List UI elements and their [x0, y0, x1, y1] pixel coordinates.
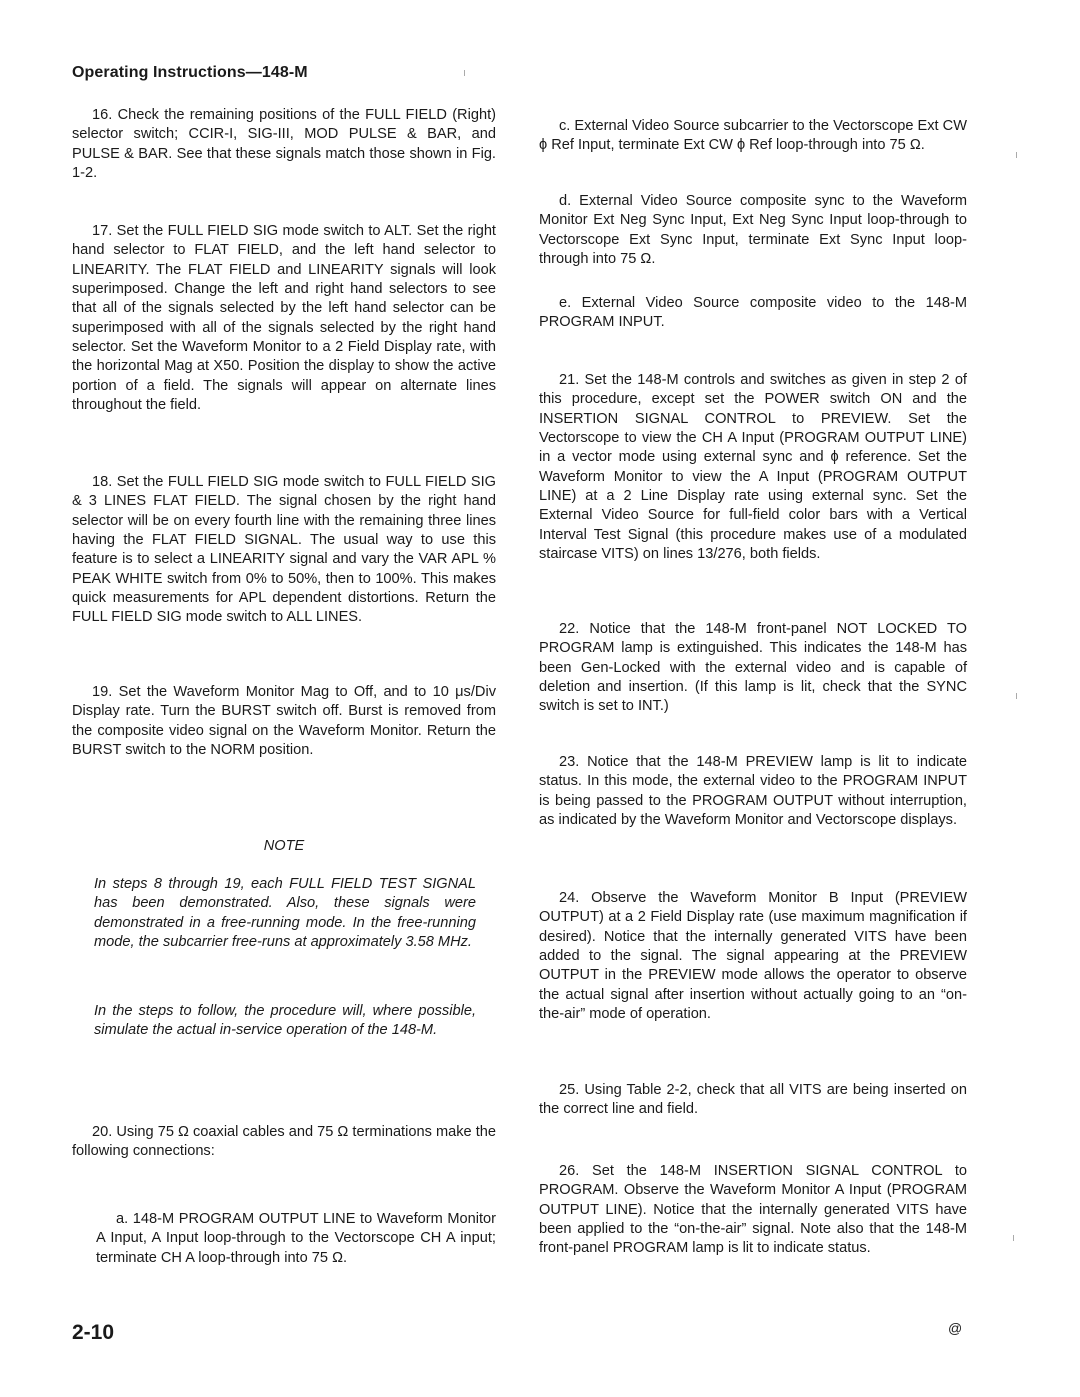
step-20c: c. External Video Source subcarrier to the Vectorscope Ext CW ϕ Ref Input, terminate Ext CW ϕ Ref loop-through into 75 Ω. [539, 118, 967, 154]
step-16: 16. Check the remaining positions of the FULL FIELD (Right) selector switch; CCIR-I, SIG-III, MOD PULSE & BAR, and PULSE & BAR. See that these signals match those shown in Fig. 1-2. [72, 107, 496, 182]
step-20e: e. External Video Source composite video to the 148-M PROGRAM INPUT. [539, 295, 967, 331]
note-paragraph-2: In the steps to follow, the procedure will, where possible, simulate the actual in-service operation of the 148-M. [94, 1003, 476, 1039]
step-19: 19. Set the Waveform Monitor Mag to Off, and to 10 μs/Div Display rate. Turn the BURST switch off. Burst is removed from the composite video signal on the Waveform Monitor. Return the BURST switch to the NORM position. [72, 684, 496, 759]
scan-artifact [1013, 1235, 1014, 1241]
scan-artifact [1016, 693, 1017, 699]
step-20d: d. External Video Source composite sync to the Waveform Monitor Ext Neg Sync Input, Ext Neg Sync Input loop-through to Vectorscope Ext Sync Input, terminate Ext Sync Input loop-through into 75 Ω. [539, 193, 967, 268]
page-header-title: Operating Instructions—148-M [72, 64, 308, 81]
step-20a: a. 148-M PROGRAM OUTPUT LINE to Waveform Monitor A Input, A Input loop-through to the Vectorscope CH A input; terminate CH A loop-through into 75 Ω. [96, 1211, 496, 1266]
scan-artifact [464, 70, 465, 76]
note-paragraph-1: In steps 8 through 19, each FULL FIELD TEST SIGNAL has been demonstrated. Also, these signals were demonstrated in a free-running mode. In the free-running mode, the subcarrier free-runs at approximately 3.58 MHz. [94, 876, 476, 951]
step-23: 23. Notice that the 148-M PREVIEW lamp is lit to indicate status. In this mode, the external video to the PROGRAM INPUT is being passed to the PROGRAM OUTPUT without interruption, as indicated by the Waveform Monitor and Vectorscope displays. [539, 754, 967, 829]
scan-artifact [1016, 152, 1017, 158]
step-18: 18. Set the FULL FIELD SIG mode switch to FULL FIELD SIG & 3 LINES FLAT FIELD. The signal chosen by the right hand selector will be on every fourth line with the remaining three lines having the FLAT FIELD SIGNAL. The usual way to use this feature is to select a LINEARITY signal and vary the VAR APL % PEAK WHITE switch from 0% to 50%, then to 100%. This makes quick measurements for APL dependent distortions. Return the FULL FIELD SIG mode switch to ALL LINES. [72, 474, 496, 626]
publisher-mark: @ [948, 1320, 963, 1336]
page-number: 2-10 [72, 1321, 115, 1344]
step-25: 25. Using Table 2-2, check that all VITS are being inserted on the correct line and field. [539, 1082, 967, 1118]
step-20: 20. Using 75 Ω coaxial cables and 75 Ω terminations make the following connections: [72, 1124, 496, 1160]
note-title: NOTE [263, 838, 305, 854]
step-22: 22. Notice that the 148-M front-panel NOT LOCKED TO PROGRAM lamp is extinguished. This indicates the 148-M has been Gen-Locked with the external video and is capable of deletion and insertion. (If this lamp is lit, check that the SYNC switch is set to INT.) [539, 621, 967, 715]
left-column [72, 0, 496, 1397]
step-21: 21. Set the 148-M controls and switches as given in step 2 of this procedure, except set the POWER switch ON and the INSERTION SIGNAL CONTROL to PREVIEW. Set the Vectorscope to view the CH A Input (PROGRAM OUTPUT LINE) in a vector mode using external sync and ϕ reference. Set the Waveform Monitor to view the A Input (PROGRAM OUTPUT LINE) at a 2 Line Display rate using external sync. Set the External Video Source for full-field color bars with a Vertical Interval Test Signal (this procedure makes use of a modulated staircase VITS) on lines 13/276, both fields. [539, 372, 967, 563]
right-column [539, 0, 967, 1397]
step-17: 17. Set the FULL FIELD SIG mode switch to ALT. Set the right hand selector to FLAT FIELD, and the left hand selector to LINEARITY. The FLAT FIELD and LINEARITY signals will look superimposed. Change the left and right hand selectors to see that all of the signals selected by the left hand selector can be superimposed with all of the signals selected by the right hand selector. Set the Waveform Monitor to a 2 Field Display rate, with the horizontal Mag at X50. Position the display to show the active portion of a field. The signals will appear on alternate lines throughout the field. [72, 223, 496, 414]
step-24: 24. Observe the Waveform Monitor B Input (PREVIEW OUTPUT) at a 2 Field Display rate (use maximum magnification if desired). Notice that the internally generated VITS have been added to the signal. The signal appearing at the PREVIEW OUTPUT in the PREVIEW mode allows the operator to observe the actual signal after insertion without actually going to an “on-the-air” mode of operation. [539, 890, 967, 1023]
step-26: 26. Set the 148-M INSERTION SIGNAL CONTROL to PROGRAM. Observe the Waveform Monitor A Input (PROGRAM OUTPUT LINE). Notice that the internally generated VITS have been applied to the “on-the-air” signal. Note also that the 148-M front-panel PROGRAM lamp is lit to indicate status. [539, 1163, 967, 1257]
